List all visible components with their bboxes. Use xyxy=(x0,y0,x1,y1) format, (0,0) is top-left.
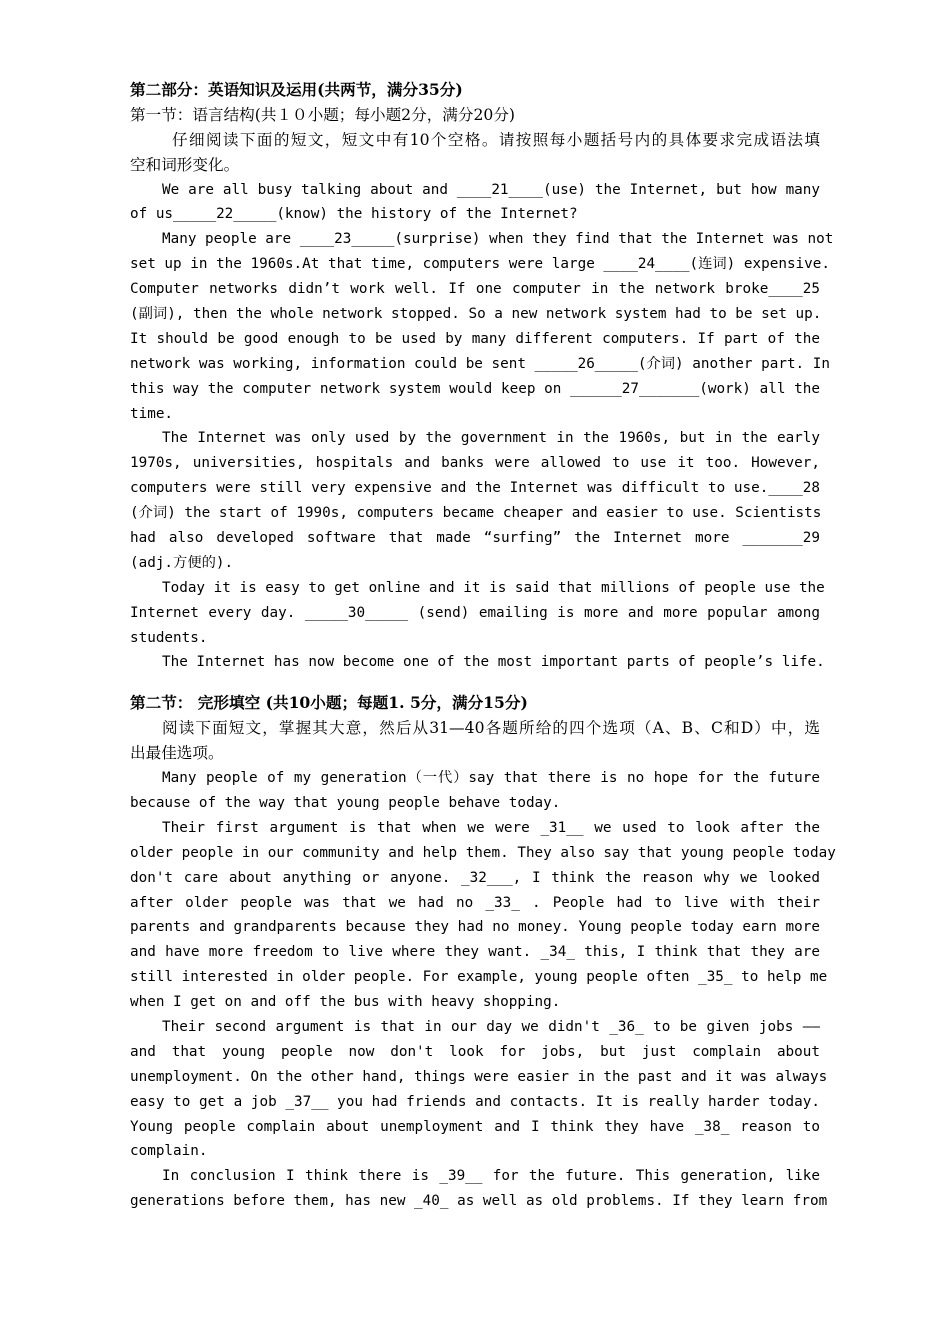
text-line: complain. xyxy=(130,1143,208,1160)
exam-page xyxy=(130,78,836,1214)
text-line: had also developed software that made “surfing” the Internet more _______29 xyxy=(130,530,820,547)
text-line: generations before them, has new _40_ as well as old problems. If they learn from xyxy=(130,1193,828,1210)
text-line: unemployment. On the other hand, things were easier in the past and it was always xyxy=(130,1068,828,1085)
text-line: In conclusion I think there is _39__ for the future. This generation, like xyxy=(162,1168,820,1185)
text-line: 第二部分：英语知识及运用(共两节，满分35分) xyxy=(130,80,463,99)
text-line: of us_____22_____(know) the history of the Internet? xyxy=(130,206,578,223)
text-line: We are all busy talking about and ____21____(use) the Internet, but how many xyxy=(162,181,820,198)
text-line: 仔细阅读下面的短文，短文中有10个空格。请按照每小题括号内的具体要求完成语法填 xyxy=(172,130,820,149)
text-line: because of the way that young people behave today. xyxy=(130,794,561,811)
text-line: The Internet has now become one of the most important parts of people’s life. xyxy=(162,654,825,671)
text-line: easy to get a job _37__ you had friends and contacts. It is really harder today. xyxy=(130,1093,820,1110)
text-line: still interested in older people. For example, young people often _35_ to help me xyxy=(130,969,828,986)
text-line: 出最佳选项。 xyxy=(130,744,224,763)
text-line: 空和词形变化。 xyxy=(130,155,240,174)
text-line: (adj.方便的). xyxy=(130,554,234,571)
text-line: Today it is easy to get online and it is said that millions of people use the xyxy=(162,579,825,596)
text-line: parents and grandparents because they had no money. Young people today earn more xyxy=(130,919,820,936)
spacer xyxy=(130,675,820,691)
text-line: when I get on and off the bus with heavy shopping. xyxy=(130,994,561,1011)
text-line: Their first argument is that when we were _31__ we used to look after the xyxy=(162,819,820,836)
text-line: 第二节： 完形填空 (共10小题；每题1. 5分，满分15分) xyxy=(130,693,528,713)
text-line: network was working, information could be sent _____26_____(介词) another part. In xyxy=(130,355,830,372)
text-line: 第一节：语言结构(共１０小题；每小题2分，满分20分) xyxy=(130,105,515,124)
text-line: 1970s, universities, hospitals and banks were allowed to use it too. However, xyxy=(130,455,820,472)
text-line: this way the computer network system would keep on ______27_______(work) all the xyxy=(130,380,820,397)
text-line: Many people of my generation（一代）say that there is no hope for the future xyxy=(162,770,820,787)
text-line: 阅读下面短文，掌握其大意，然后从31—40各题所给的四个选项（A、B、C和D）中，选 xyxy=(162,719,820,738)
text-line: (介词) the start of 1990s, computers became cheaper and easier to use. Scientists xyxy=(130,505,822,522)
text-line: set up in the 1960s.At that time, computers were large ____24____(连词) expensive. xyxy=(130,256,830,273)
text-line: and that young people now don't look for jobs, but just complain about xyxy=(130,1043,820,1060)
text-line: Many people are ____23_____(surprise) when they find that the Internet was not xyxy=(162,231,834,248)
text-line: The Internet was only used by the government in the 1960s, but in the early xyxy=(162,430,820,447)
text-line: Computer networks didn’t work well. If one computer in the network broke____25 xyxy=(130,281,820,298)
text-line: and have more freedom to live where they want. _34_ this, I think that they are xyxy=(130,944,820,961)
text-line: Internet every day. _____30_____ (send) emailing is more and more popular among xyxy=(130,604,820,621)
text-line: students. xyxy=(130,629,208,646)
text-line: (副词), then the whole network stopped. So a new network system had to be set up. xyxy=(130,306,822,323)
text-line: don't care about anything or anyone. _32___, I think the reason why we looked xyxy=(130,869,820,886)
text-line: older people in our community and help them. They also say that young people today xyxy=(130,844,836,861)
text-line: after older people was that we had no _33_ . People had to live with their xyxy=(130,894,820,911)
text-line: Young people complain about unemployment and I think they have _38_ reason to xyxy=(130,1118,820,1135)
text-line: It should be good enough to be used by many different computers. If part of the xyxy=(130,330,820,347)
text-line: time. xyxy=(130,405,174,422)
text-line: Their second argument is that in our day we didn't _36_ to be given jobs —— xyxy=(162,1018,820,1035)
text-line: computers were still very expensive and the Internet was difficult to use.____28 xyxy=(130,480,820,497)
